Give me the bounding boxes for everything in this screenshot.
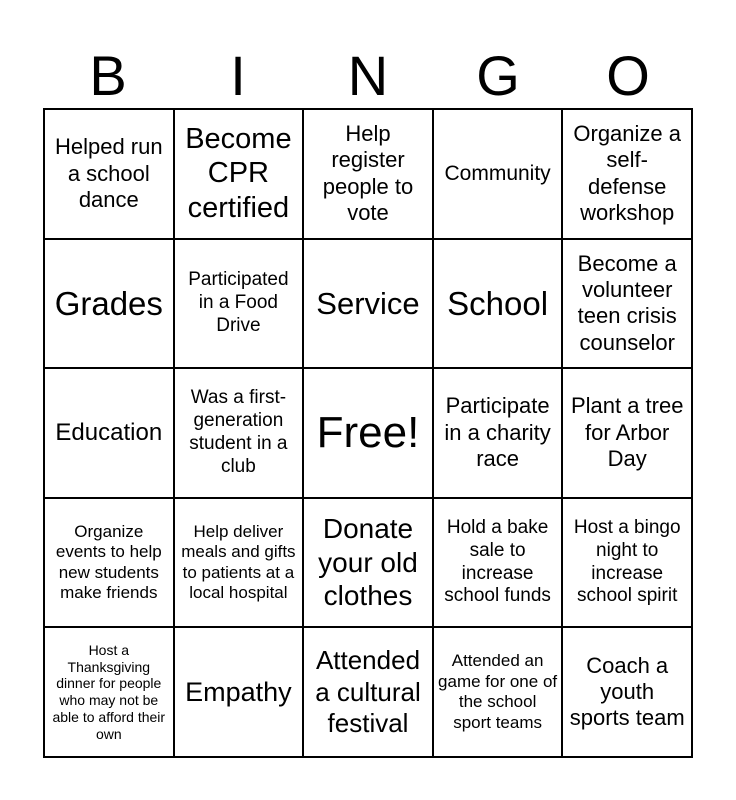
bingo-free-cell[interactable]: Free! [303,368,433,498]
bingo-cell[interactable]: Plant a tree for Arbor Day [562,368,692,498]
bingo-cell[interactable]: Helped run a school dance [44,109,174,239]
bingo-cell[interactable]: Attended an game for one of the school sport teams [433,627,563,757]
bingo-cell[interactable]: Community [433,109,563,239]
bingo-cell[interactable]: Organize a self-defense workshop [562,109,692,239]
bingo-cell[interactable]: Participate in a charity race [433,368,563,498]
bingo-cell[interactable]: School [433,239,563,369]
bingo-cell[interactable]: Host a Thanksgiving dinner for people who may not be able to afford their own [44,627,174,757]
header-letter-i: I [230,44,246,107]
bingo-cell[interactable]: Participated in a Food Drive [174,239,304,369]
bingo-board [43,108,693,758]
header-letter-g: G [476,44,520,107]
bingo-cell[interactable]: Empathy [174,627,304,757]
bingo-cell[interactable]: Attended a cultural festival [303,627,433,757]
bingo-cell[interactable]: Organize events to help new students make friends [44,498,174,628]
bingo-cell[interactable]: Service [303,239,433,369]
header-letter-o: O [606,44,650,107]
bingo-header [43,44,693,108]
bingo-cell[interactable]: Host a bingo night to increase school spirit [562,498,692,628]
header-letter-b: B [89,44,127,107]
bingo-cell[interactable]: Education [44,368,174,498]
bingo-cell[interactable]: Was a first-generation student in a club [174,368,304,498]
bingo-cell[interactable]: Hold a bake sale to increase school funds [433,498,563,628]
bingo-cell[interactable]: Help register people to vote [303,109,433,239]
bingo-cell[interactable]: Coach a youth sports team [562,627,692,757]
bingo-cell[interactable]: Help deliver meals and gifts to patients at a local hospital [174,498,304,628]
bingo-cell[interactable]: Grades [44,239,174,369]
bingo-cell[interactable]: Become CPR certified [174,109,304,239]
bingo-cell[interactable]: Become a volunteer teen crisis counselor [562,239,692,369]
header-letter-n: N [347,44,389,107]
bingo-cell[interactable]: Donate your old clothes [303,498,433,628]
